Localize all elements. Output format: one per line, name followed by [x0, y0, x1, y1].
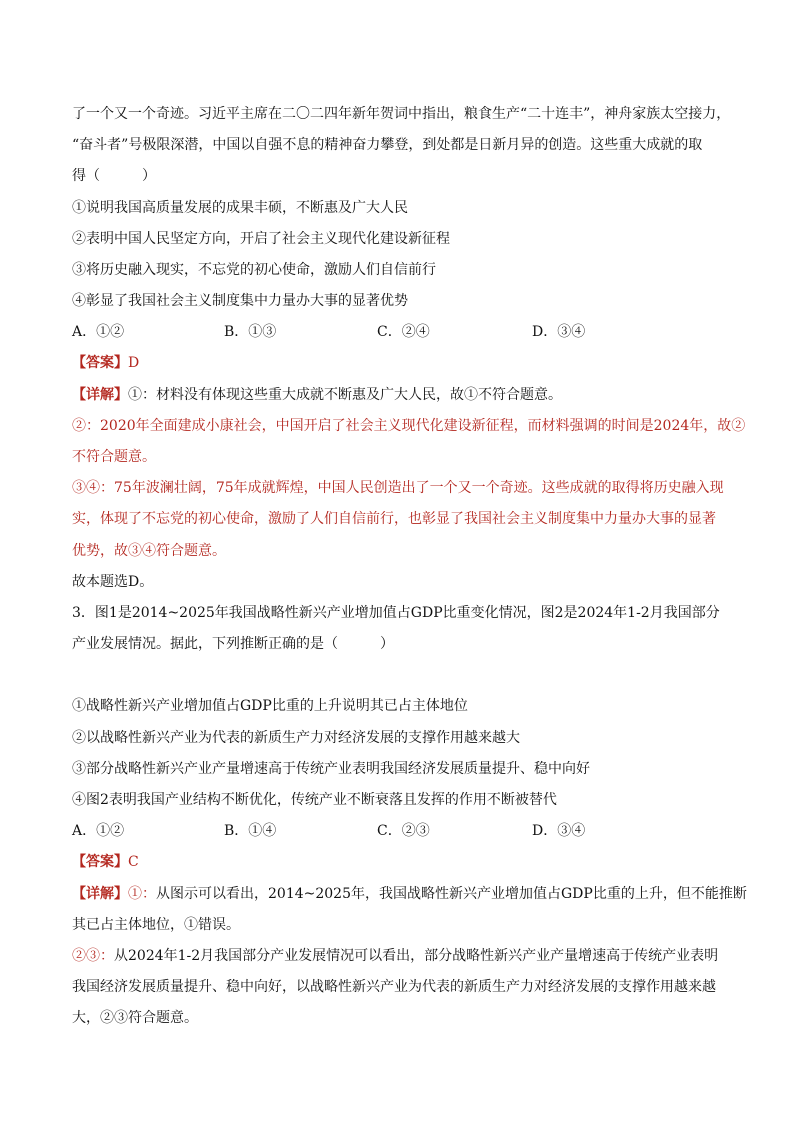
q2-intro-line-2: “奋斗者”号极限深潜，中国以自强不息的精神奋力攀登，到处都是日新月异的创造。这些重大成就的取: [72, 137, 703, 153]
q3-detail-2b: 我国经济发展质量提升、稳中向好，以战略性新兴产业为代表的新质生产力对经济发展的支撑作用越来越: [72, 979, 716, 995]
q2-detail-1: [72, 385, 732, 405]
q2-option-d[interactable]: D．③④: [532, 324, 586, 340]
q3-answer: [72, 852, 732, 872]
q3-item-3: ③部分战略性新兴产业产量增速高于传统产业表明我国经济发展质量提升、稳中向好: [72, 761, 590, 777]
answer-value: C: [128, 854, 139, 870]
detail-tag: 【详解】: [72, 886, 128, 902]
q3-stem-line-2: 产业发展情况。据此，下列推断正确的是（ ）: [72, 636, 394, 652]
q2-option-c[interactable]: C．②④: [377, 324, 430, 340]
q3-item-4: ④图2表明我国产业结构不断优化，传统产业不断衰落且发挥的作用不断被替代: [72, 792, 557, 808]
q3-option-a[interactable]: A．①②: [72, 823, 125, 839]
q2-item-3: ③将历史融入现实，不忘党的初心使命，激励人们自信前行: [72, 262, 436, 278]
q2-intro-line-3: 得（ ）: [72, 168, 156, 184]
q3-detail-2a: [72, 946, 732, 966]
answer-tag: 【答案】: [72, 355, 128, 371]
detail-marker: ①：: [128, 886, 156, 902]
q3-item-1: ①战略性新兴产业增加值占GDP比重的上升说明其已占主体地位: [72, 698, 468, 714]
q3-stem-line-1: 3．图1是2014~2025年我国战略性新兴产业增加值占GDP比重变化情况，图2是2024年1-2月我国部分: [72, 605, 720, 621]
q2-option-b[interactable]: B．①③: [224, 324, 277, 340]
q2-answer: [72, 353, 732, 373]
q2-conclusion: 故本题选D。: [72, 574, 154, 590]
q2-detail-2b: 不符合题意。: [72, 449, 156, 465]
q2-item-2: ②表明中国人民坚定方向，开启了社会主义现代化建设新征程: [72, 231, 450, 247]
q3-detail-2c: 大，②③符合题意。: [72, 1010, 198, 1026]
detail-marker: ②③：: [72, 948, 114, 964]
q2-detail-3c: 优势，故③④符合题意。: [72, 543, 226, 559]
q3-detail-1a: [72, 884, 747, 904]
q3-detail-1b: 其已占主体地位，①错误。: [72, 917, 240, 933]
q2-item-4: ④彰显了我国社会主义制度集中力量办大事的显著优势: [72, 293, 408, 309]
answer-value: D: [128, 355, 140, 371]
q2-detail-3b: 实，体现了不忘党的初心使命，激励了人们自信前行，也彰显了我国社会主义制度集中力量办大事的显著: [72, 511, 716, 527]
answer-tag: 【答案】: [72, 854, 128, 870]
detail-text: 从2024年1-2月我国部分产业发展情况可以看出，部分战略性新兴产业产量增速高于传统产业表明: [114, 948, 719, 964]
q2-intro-line-1: 了一个又一个奇迹。习近平主席在二〇二四年新年贺词中指出，粮食生产“二十连丰”，神舟家族太空接力，: [72, 106, 731, 122]
detail-tag: 【详解】: [72, 387, 128, 403]
q3-option-b[interactable]: B．①④: [224, 823, 277, 839]
q3-option-c[interactable]: C．②③: [377, 823, 430, 839]
q2-detail-3a: ③④：75年波澜壮阔，75年成就辉煌，中国人民创造出了一个又一个奇迹。这些成就的取得将历史融入现: [72, 480, 724, 496]
q2-option-a[interactable]: A．①②: [72, 324, 125, 340]
q2-item-1: ①说明我国高质量发展的成果丰硕，不断惠及广大人民: [72, 200, 408, 216]
q3-option-d[interactable]: D．③④: [532, 823, 586, 839]
detail-text: 从图示可以看出，2014~2025年，我国战略性新兴产业增加值占GDP比重的上升，但不能推断: [156, 886, 747, 902]
detail-text: ①：材料没有体现这些重大成就不断惠及广大人民，故①不符合题意。: [128, 387, 562, 403]
q3-item-2: ②以战略性新兴产业为代表的新质生产力对经济发展的支撑作用越来越大: [72, 730, 520, 746]
q2-detail-2a: ②：2020年全面建成小康社会，中国开启了社会主义现代化建设新征程，而材料强调的时间是2024年，故②: [72, 418, 746, 434]
